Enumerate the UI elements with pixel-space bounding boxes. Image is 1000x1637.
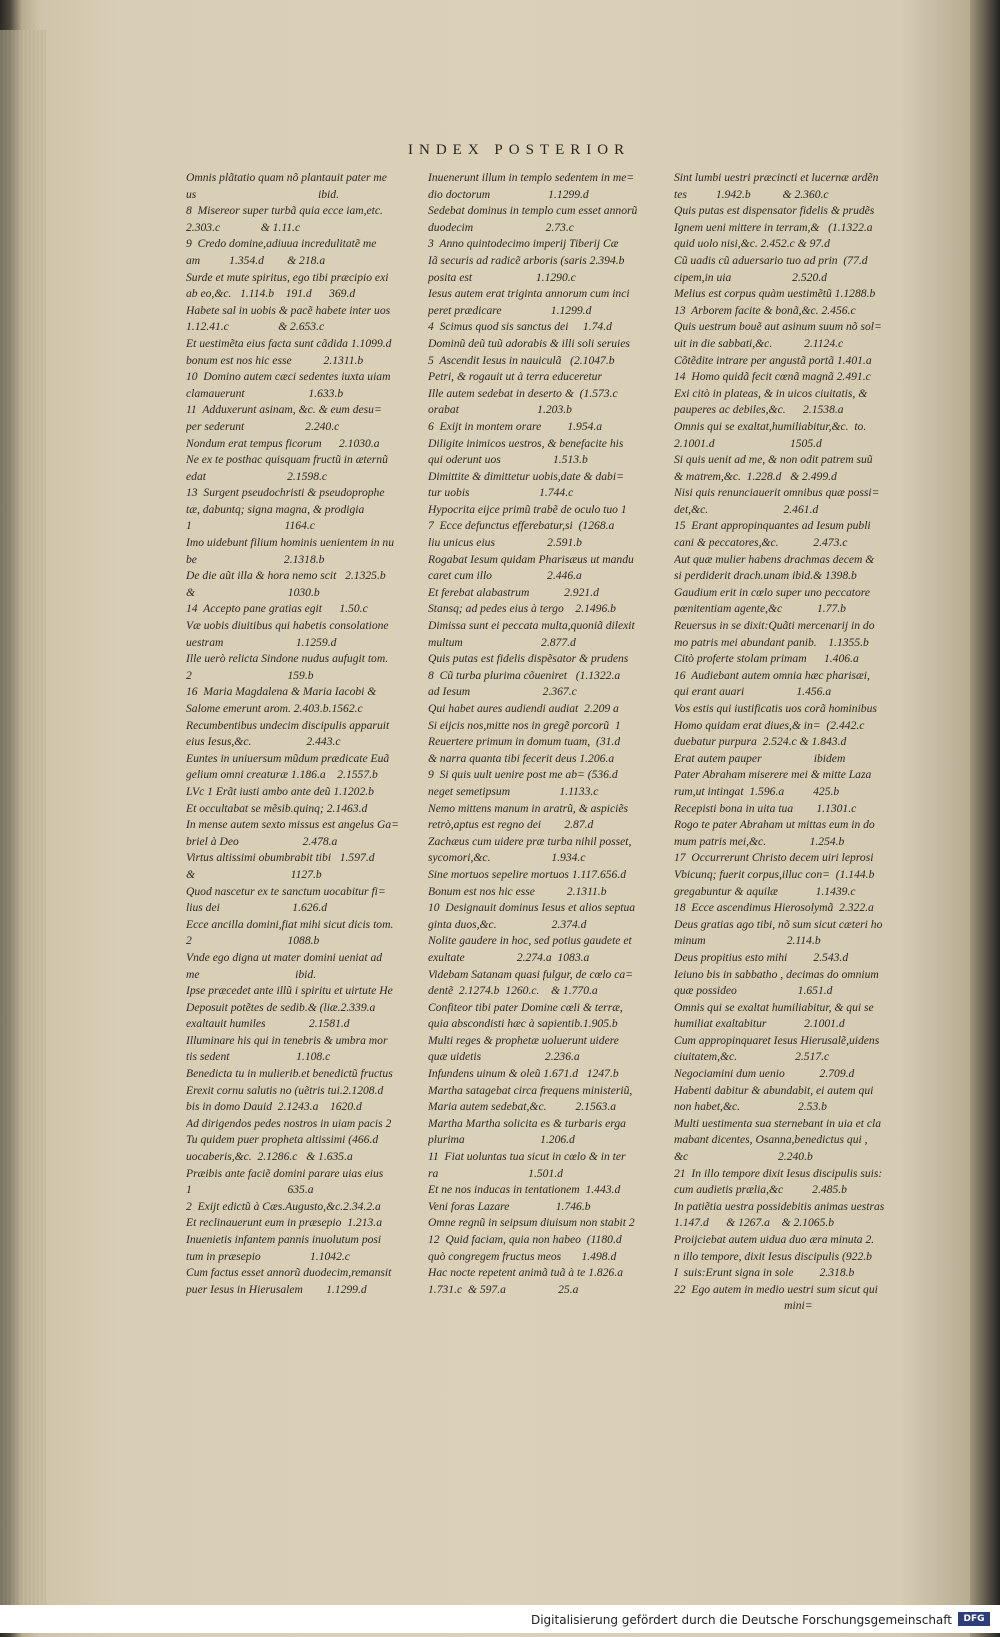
- index-entry: Cum appropinquaret Iesus Hierusalẽ,uidens: [674, 1033, 880, 1047]
- index-entry: Illuminare his qui in tenebris & umbra mor: [186, 1033, 388, 1047]
- index-entry: Negociamini dum uenio 2.709.d: [674, 1067, 855, 1081]
- index-entry: sycomori,&c. 1.934.c: [428, 851, 586, 865]
- index-entry: 18 Ecce ascendimus Hierosolymã 2.322.a: [674, 901, 874, 915]
- index-entry: 11 Adduxerunt asinam, &c. & eum desu=: [186, 403, 382, 417]
- index-entry: Tu quidem puer propheta altissimi (466.d: [186, 1133, 379, 1147]
- index-entry: Erexit cornu salutis no (uẽtris tui.2.1208.d: [186, 1083, 384, 1097]
- index-entry: multum 2.877.d: [428, 635, 576, 649]
- index-entry: n illo tempore, dixit Iesus discipulis (922.b: [674, 1249, 872, 1263]
- index-entry: Multi uestimenta sua sternebant in uia et cla: [674, 1116, 882, 1130]
- index-entry: In patiẽtia uestra possidebitis animas uestras: [674, 1199, 885, 1213]
- index-entry: Sine mortuos sepelire mortuos 1.117.656.d: [428, 867, 627, 881]
- index-entry: Bonum est nos hic esse 2.1311.b: [428, 884, 607, 898]
- index-entry: gregabuntur & aquilæ 1.1439.c: [674, 884, 856, 898]
- index-entry: per sederunt 2.240.c: [186, 419, 340, 433]
- index-entry: quæ possideo 1.651.d: [674, 984, 833, 998]
- index-entry: Infundens uinum & oleũ 1.671.d 1247.b: [428, 1067, 619, 1081]
- index-entry: Benedicta tu in mulierib.et benedictũ fructus: [186, 1067, 393, 1081]
- index-entry: lius dei 1.626.d: [186, 901, 328, 915]
- index-entry: Deposuit potẽtes de sedib.& (liæ.2.339.a: [186, 1000, 376, 1014]
- index-entry: Quis putas est dispensator fidelis & prudẽs: [674, 204, 875, 218]
- index-entry: 2 159.b: [186, 668, 314, 682]
- index-entry: tur uobis 1.744.c: [428, 486, 574, 500]
- index-entry: caret cum illo 2.446.a: [428, 569, 582, 583]
- index-entry: Euntes in uniuersum mũdum prædicate Euã: [186, 751, 390, 765]
- index-entry: Quod nascetur ex te sanctum uocabitur fi=: [186, 884, 386, 898]
- index-entry: 2.1001.d 1505.d: [674, 436, 822, 450]
- index-entry: 7 Ecce defunctus efferebatur,si (1268.a: [428, 519, 615, 533]
- index-entry: us ibid.: [186, 187, 339, 201]
- index-entry: Dominũ deũ tuũ adorabis & illi soli seruies: [428, 336, 630, 350]
- index-entry: dentẽ 2.1274.b 1260.c. & 1.770.a: [428, 984, 598, 998]
- index-column-1: [186, 170, 422, 1298]
- index-entry: Martha Martha solicita es & turbaris erga: [428, 1116, 626, 1130]
- index-entry: Salome emerunt arom. 2.403.b.1562.c: [186, 702, 363, 715]
- index-entry: Omne regnũ in seipsum diuisum non stabit 2: [428, 1216, 635, 1230]
- index-entry: Inuenietis infantem pannis inuolutum posi: [186, 1233, 382, 1246]
- index-entry: Vbicunq; fuerit corpus,illuc con= (1.144.b: [674, 867, 875, 881]
- index-entry: Recepisti bona in uita tua 1.1301.c: [674, 801, 857, 815]
- index-entry: Et occultabat se mẽsib.quinq; 2.1463.d: [186, 801, 368, 815]
- index-entry: Virtus altissimi obumbrabit tibi 1.597.d: [186, 851, 375, 865]
- index-entry: eius Iesus,&c. 2.443.c: [186, 735, 341, 749]
- index-entry: & 1127.b: [186, 867, 322, 881]
- index-entry: gelium omni creaturæ 1.186.a 2.1557.b: [186, 768, 378, 782]
- index-entry: 2.303.c & 1.11.c: [186, 220, 301, 234]
- index-entry: uit in die sabbati,&c. 2.1124.c: [674, 336, 844, 350]
- index-entry: Ieiuno bis in sabbatho , decimas do omnium: [674, 967, 879, 981]
- index-entry: Videbam Satanam quasi fulgur, de cœlo ca=: [428, 967, 634, 981]
- index-entry: Nondum erat tempus ficorum 2.1030.a: [186, 436, 380, 450]
- footer-bar: [0, 1605, 1000, 1633]
- index-entry: Si quis uenit ad me, & non odit patrem suũ: [674, 453, 873, 467]
- page-edges: [0, 30, 46, 1625]
- index-entry: uestram 1.1259.d: [186, 635, 337, 649]
- index-entry: Gaudium erit in cœlo super uno peccatore: [674, 585, 870, 599]
- index-entry: 1.12.41.c & 2.653.c: [186, 320, 325, 334]
- index-entry: Iã securis ad radicẽ arboris (saris 2.394.b: [428, 253, 625, 267]
- index-entry: Et ferebat alabastrum 2.921.d: [428, 585, 599, 599]
- index-entry: Erat autem pauper ibidem: [674, 751, 846, 765]
- index-entry: Habete sal in uobis & pacẽ habete inter uos: [186, 303, 391, 317]
- index-entry: Maria autem sedebat,&c. 2.1563.a: [428, 1100, 617, 1114]
- index-entry: ab eo,&c. 1.114.b 191.d 369.d: [186, 287, 356, 301]
- index-entry: quid uolo nisi,&c. 2.452.c & 97.d: [674, 237, 830, 251]
- index-entry: Præibis ante faciẽ domini parare uias eius: [186, 1166, 384, 1180]
- index-entry: Aut quæ mulier habens drachmas decem &: [674, 552, 875, 566]
- index-entry: quæ uidetis 2.236.a: [428, 1050, 580, 1064]
- index-entry: 3 Anno quintodecimo imperij Tiberij Cæ: [428, 237, 619, 251]
- index-entry: orabat 1.203.b: [428, 403, 572, 417]
- index-entry: ginta duos,&c. 2.374.d: [428, 917, 587, 931]
- index-entry: qui oderunt uos 1.513.b: [428, 453, 588, 467]
- index-column-3: [674, 170, 914, 1315]
- index-entry: bis in domo Dauid 2.1243.a 1620.d: [186, 1100, 362, 1114]
- index-entry: De die aũt illa & hora nemo scit 2.1325.b: [186, 569, 386, 583]
- index-entry: Stansq; ad pedes eius à tergo 2.1496.b: [428, 602, 616, 616]
- index-entry: Proijciebat autem uidua duo æra minuta 2.: [674, 1233, 875, 1246]
- index-entry: duodecim 2.73.c: [428, 220, 574, 234]
- index-entry: edat 2.1598.c: [186, 469, 328, 483]
- index-entry: 8 Misereor super turbã quia ecce iam,etc.: [186, 204, 383, 218]
- index-entry: 13 Arborem facite & bonã,&c. 2.456.c: [674, 303, 856, 317]
- index-entry: Nisi quis renunciauerit omnibus quæ possi=: [674, 486, 880, 500]
- index-entry: Ad dirigendos pedes nostros in uiam pacis 2: [186, 1116, 392, 1130]
- index-entry: Omnis plãtatio quam nõ plantauit pater me: [186, 171, 387, 184]
- index-entry: 1 635.a: [186, 1183, 314, 1197]
- index-entry: tes 1.942.b & 2.360.c: [674, 187, 829, 201]
- index-entry: briel à Deo 2.478.a: [186, 834, 338, 848]
- index-entry: 14 Homo quidã fecit cœnã magnã 2.491.c: [674, 370, 871, 384]
- index-entry: humiliat exaltabitur 2.1001.d: [674, 1017, 845, 1031]
- index-entry: 22 Ego autem in medio uestri sum sicut qui: [674, 1282, 878, 1296]
- index-entry: Imo uidebunt filium hominis uenientem in nu: [186, 536, 395, 550]
- index-entry: Et reclinauerunt eum in præsepio 1.213.a: [186, 1216, 383, 1230]
- index-entry: quò congregem fructus meos 1.498.d: [428, 1249, 617, 1263]
- index-entry: Zachæus cum uidere præ turba nihil posset,: [428, 834, 632, 848]
- index-entry: 21 In illo tempore dixit Iesus discipulis suis:: [674, 1166, 883, 1180]
- index-entry: Surde et mute spiritus, ego tibi præcipio exi: [186, 270, 389, 284]
- index-entry: retrò,aptus est regno dei 2.87.d: [428, 818, 594, 832]
- index-entry: neget semetipsum 1.1133.c: [428, 784, 599, 798]
- index-entry: I suis:Erunt signa in sole 2.318.b: [674, 1266, 855, 1280]
- index-entry: Habenti dabitur & abundabit, ei autem qui: [674, 1083, 874, 1097]
- index-entry: tis sedent 1.108.c: [186, 1050, 331, 1064]
- index-entry: Multi reges & prophetæ uoluerunt uidere: [428, 1033, 619, 1047]
- index-entry: uocaberis,&c. 2.1286.c & 1.635.a: [186, 1150, 353, 1164]
- page-header: INDEX POSTERIOR: [408, 142, 631, 158]
- index-entry: Ille autem sedebat in deserto & (1.573.c: [428, 386, 618, 400]
- index-entry: Rogo te pater Abraham ut mittas eum in do: [674, 818, 875, 832]
- index-entry: 10 Designauit dominus Iesus et alios septua: [428, 901, 636, 915]
- index-entry: Ne ex te posthac quisquam fructũ in æternũ: [186, 453, 388, 467]
- index-entry: non habet,&c. 2.53.b: [674, 1100, 827, 1114]
- index-entry: minum 2.114.b: [674, 934, 821, 948]
- index-entry: Ipse præcedet ante illũ i spiritu et uirtute He: [186, 984, 393, 998]
- index-entry: Inuenerunt illum in templo sedentem in me=: [428, 171, 635, 184]
- index-entry: cani & peccatores,&c. 2.473.c: [674, 536, 848, 550]
- index-entry: Petri, & rogauit ut à terra educeretur: [428, 370, 602, 384]
- index-entry: 6 Exijt in montem orare 1.954.a: [428, 419, 603, 433]
- index-entry: 8 Cũ turba plurima cõueniret (1.1322.a: [428, 668, 621, 682]
- index-entry: & narra quanta tibi fecerit deus 1.206.a: [428, 751, 615, 765]
- index-entry: Reuertere primum in domum tuam, (31.d: [428, 735, 621, 749]
- index-entry: LVc 1 Erãt iusti ambo ante deũ 1.1202.b: [186, 784, 374, 798]
- index-entry: Omnis qui se exaltat,humiliabitur,&c. to.: [674, 419, 867, 433]
- index-entry: mabant dicentes, Osanna,benedictus qui ,: [674, 1133, 868, 1147]
- index-entry: & matrem,&c. 1.228.d & 2.499.d: [674, 469, 837, 483]
- index-entry: Vnde ego digna ut mater domini ueniat ad: [186, 950, 383, 964]
- index-entry: 13 Surgent pseudochristi & pseudoprophe: [186, 486, 385, 500]
- index-entry: Ecce ancilla domini,fiat mihi sicut dicis tom.: [186, 917, 394, 931]
- index-entry: me ibid.: [186, 967, 317, 981]
- index-entry: 11 Fiat uoluntas tua sicut in cœlo & in ter: [428, 1150, 626, 1164]
- index-entry: Cũ uadis cũ aduersario tuo ad prin (77.d: [674, 253, 868, 267]
- index-entry: Martha satagebat circa frequens ministeriũ,: [428, 1083, 633, 1097]
- index-entry: Homo quidam erat diues,& in= (2.442.c: [674, 718, 865, 732]
- index-entry: 9 Si quis uult uenire post me ab= (536.d: [428, 768, 618, 782]
- index-entry: clamauerunt 1.633.b: [186, 386, 344, 400]
- index-entry: ciuitatem,&c. 2.517.c: [674, 1050, 830, 1064]
- book-cover-edge: [970, 0, 1000, 1637]
- index-entry: 16 Maria Magdalena & Maria Iacobi &: [186, 685, 377, 699]
- index-entry: Quis putas est fidelis dispẽsator & prudens: [428, 652, 629, 666]
- index-entry: 2 Exijt edictũ à Cæs.Augusto,&c.2.34.2.a: [186, 1199, 381, 1213]
- index-entry: si perdiderit drach.unam ibid.& 1398.b: [674, 569, 857, 583]
- index-entry: 14 Accepto pane gratias egit 1.50.c: [186, 602, 368, 616]
- index-entry: &c 2.240.b: [674, 1150, 813, 1164]
- index-entry: ad Iesum 2.367.c: [428, 685, 577, 699]
- index-entry: Omnis qui se exaltat humiliabitur, & qui se: [674, 1000, 874, 1014]
- index-entry: duebatur purpura 2.524.c & 1.843.d: [674, 735, 847, 749]
- index-entry: plurima 1.206.d: [428, 1133, 575, 1147]
- index-entry: mo patris mei abundant panib. 1.1355.b: [674, 635, 869, 649]
- index-entry: Sint lumbi uestri præcincti et lucernæ ardẽn: [674, 171, 879, 184]
- index-entry: liu unicus eius 2.591.b: [428, 536, 582, 550]
- index-entry: Iesus autem erat triginta annorum cum inci: [428, 287, 630, 301]
- index-entry: 1 1164.c: [186, 519, 315, 533]
- index-entry: am 1.354.d & 218.a: [186, 253, 326, 267]
- index-entry: 16 Audiebant autem omnia hæc pharisæi,: [674, 668, 870, 682]
- index-entry: Melius est corpus quàm uestimẽtũ 1.1288.b: [674, 287, 876, 301]
- index-entry: Ignem ueni mittere in terram,& (1.1322.a: [674, 220, 873, 234]
- index-entry: Reuersus in se dixit:Quãti mercenarij in do: [674, 619, 875, 633]
- index-entry: cum audietis prælia,&c 2.485.b: [674, 1183, 847, 1197]
- index-entry: puer Iesus in Hierusalem 1.1299.d: [186, 1282, 367, 1296]
- index-entry: 5 Ascendit Iesus in nauiculã (2.1047.b: [428, 353, 615, 367]
- index-entry: Deus propitius esto mihi 2.543.d: [674, 950, 849, 964]
- index-entry: be 2.1318.b: [186, 552, 325, 566]
- index-entry: 10 Domino autem cæci sedentes iuxta uiam: [186, 370, 391, 384]
- index-entry: tum in præsepio 1.1042.c: [186, 1249, 350, 1263]
- index-entry: Diligite inimicos uestros, & benefacite his: [428, 436, 624, 450]
- dfg-logo-icon: DFG: [958, 1612, 990, 1626]
- index-entry: qui erant auari 1.456.a: [674, 685, 832, 699]
- index-entry: Dimittite & dimittetur uobis,date & dabi=: [428, 469, 624, 483]
- index-entry: Rogabat Iesum quidam Pharisæus ut mandu: [428, 552, 634, 566]
- index-entry: Vos estis qui iustificatis uos corã hominibus: [674, 702, 877, 715]
- index-entry: Ille uerò relicta Sindone nudus aufugit tom.: [186, 652, 389, 666]
- index-entry: Quis uestrum bouẽ aut asinum suum nõ sol=: [674, 320, 882, 334]
- index-entry: posita est 1.1290.c: [428, 270, 576, 284]
- index-entry: mini=: [674, 1299, 813, 1313]
- index-entry: bonum est nos hic esse 2.1311.b: [186, 353, 364, 367]
- index-entry: cipem,in uia 2.520.d: [674, 270, 827, 284]
- index-entry: pauperes ac debiles,&c. 2.1538.a: [674, 403, 844, 417]
- index-entry: Confiteor tibi pater Domine cœli & terræ,: [428, 1000, 623, 1014]
- index-entry: Deus gratias ago tibi, nõ sum sicut cæteri ho: [674, 917, 883, 931]
- index-entry: mum patris mei,&c. 1.254.b: [674, 834, 845, 848]
- index-entry: In mense autem sexto missus est angelus Ga=: [186, 818, 399, 832]
- index-entry: tæ, dabuntq; signa magna, & prodigia: [186, 502, 365, 516]
- index-entry: 1.731.c & 597.a 25.a: [428, 1282, 579, 1296]
- index-entry: 4 Scimus quod sis sanctus dei 1.74.d: [428, 320, 612, 334]
- index-entry: & 1030.b: [186, 585, 320, 599]
- index-entry: rum,ut intingat 1.596.a 425.b: [674, 784, 840, 798]
- index-entry: Et ne nos inducas in tentationem 1.443.d: [428, 1183, 621, 1197]
- index-entry: Et uestimẽta eius facta sunt cãdida 1.1099.d: [186, 336, 392, 350]
- index-entry: Hypocrita eijce primũ trabẽ de oculo tuo 1: [428, 502, 627, 516]
- index-entry: 17 Occurrerunt Christo decem uiri leprosi: [674, 851, 874, 865]
- index-entry: ra 1.501.d: [428, 1166, 563, 1180]
- index-entry: Veni foras Lazare 1.746.b: [428, 1199, 591, 1213]
- index-entry: Cõtẽdite intrare per angustã portã 1.401.a: [674, 353, 872, 367]
- index-entry: exultate 2.274.a 1083.a: [428, 950, 590, 964]
- footer-credit: Digitalisierung gefördert durch die Deutsche Forschungsgemeinschaft: [530, 1613, 952, 1627]
- index-entry: 2 1088.b: [186, 934, 320, 948]
- index-entry: Hac nocte repetent animã tuã à te 1.826.a: [428, 1266, 624, 1280]
- index-entry: Si eijcis nos,mitte nos in gregẽ porcorũ 1: [428, 718, 621, 732]
- index-entry: peret prædicare 1.1299.d: [428, 303, 592, 317]
- index-entry: Pater Abraham miserere mei & mitte Laza: [674, 768, 872, 782]
- index-entry: det,&c. 2.461.d: [674, 502, 819, 516]
- index-entry: Nolite gaudere in hoc, sed potius gaudete et: [428, 934, 632, 948]
- index-entry: Væ uobis diuitibus qui habetis consolatione: [186, 619, 389, 633]
- index-entry: Exi citò in plateas, & in uicos ciuitatis, &: [674, 386, 868, 400]
- index-entry: Citò proferte stolam primam 1.406.a: [674, 652, 859, 666]
- index-entry: 12 Quid faciam, quia non habeo (1180.d: [428, 1233, 622, 1246]
- index-entry: 1.147.d & 1267.a & 2.1065.b: [674, 1216, 835, 1230]
- index-entry: dio doctorum 1.1299.d: [428, 187, 589, 201]
- index-entry: Nemo mittens manum in aratrũ, & aspiciẽs: [428, 801, 628, 815]
- index-entry: Sedebat dominus in templo cum esset annorũ: [428, 204, 638, 218]
- index-entry: Dimissa sunt ei peccata multa,quoniã dilexit: [428, 619, 635, 633]
- index-entry: exaltauit humiles 2.1581.d: [186, 1017, 350, 1031]
- index-entry: pœnitentiam agente,&c 1.77.b: [674, 602, 846, 616]
- index-entry: 15 Erant appropinquantes ad Iesum publi: [674, 519, 871, 533]
- index-entry: Cum factus esset annorũ duodecim,remansit: [186, 1266, 392, 1280]
- index-column-2: [428, 170, 664, 1298]
- index-entry: 9 Credo domine,adiuua incredulitatẽ me: [186, 237, 377, 251]
- index-entry: Recumbentibus undecim discipulis apparuit: [186, 718, 390, 732]
- index-entry: Qui habet aures audiendi audiat 2.209 a: [428, 702, 619, 715]
- index-entry: quia abscondisti hæc à sapientib.1.905.b: [428, 1017, 618, 1031]
